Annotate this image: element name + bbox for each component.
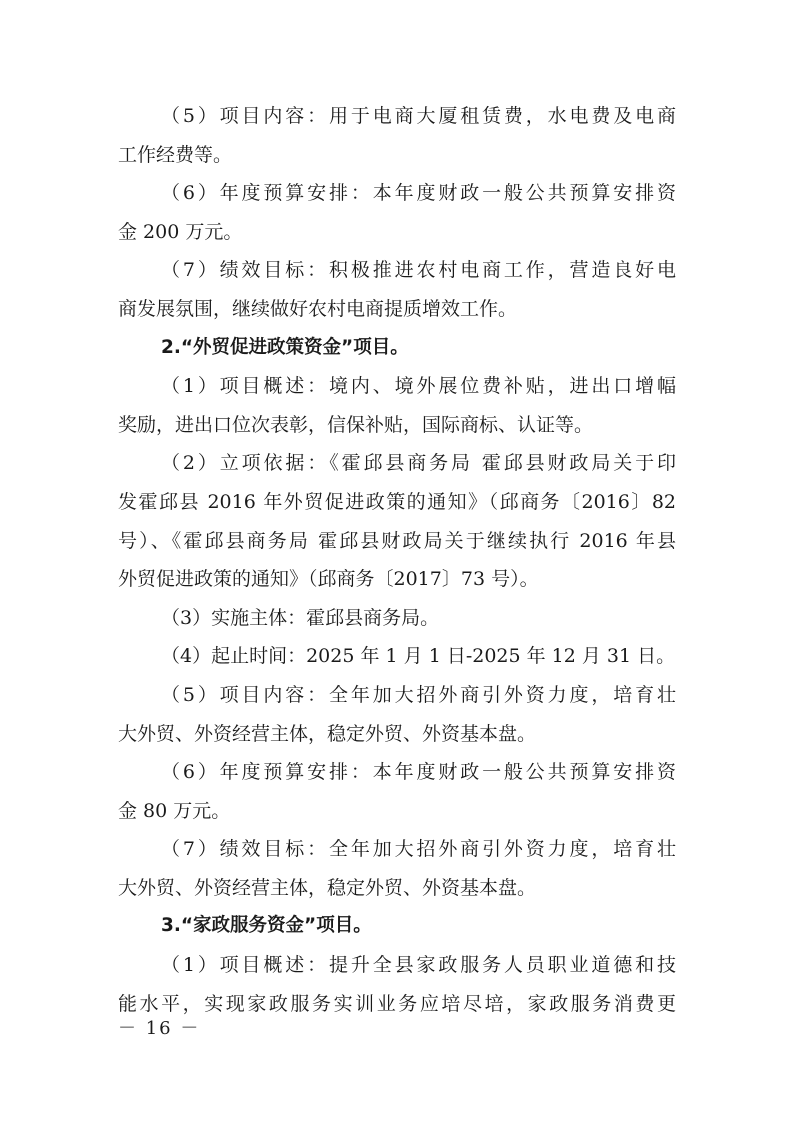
paragraph-line: （5）项目内容：用于电商大厦租赁费，水电费及电商	[161, 105, 676, 127]
section-heading: 2.“外贸促进政策资金”项目。	[161, 336, 409, 358]
paragraph-line: 外贸促进政策的通知》（邱商务〔2017〕73 号）。	[118, 568, 539, 591]
paragraph-line: 奖励，进出口位次表彰，信保补贴，国际商标、认证等。	[118, 413, 594, 436]
paragraph-line: 发霍邱县 2016 年外贸促进政策的通知》（邱商务〔2016〕82	[118, 490, 676, 513]
paragraph-line: 商发展氛围，继续做好农村电商提质增效工作。	[118, 297, 518, 320]
paragraph-line: 号）、《霍邱县商务局 霍邱县财政局关于继续执行 2016 年县	[118, 529, 676, 552]
paragraph-line: （6）年度预算安排：本年度财政一般公共预算安排资	[161, 182, 676, 205]
paragraph-line: （1）项目概述：提升全县家政服务人员职业道德和技	[161, 954, 676, 977]
paragraph-line: （2）立项依据：《霍邱县商务局 霍邱县财政局关于印	[161, 452, 676, 475]
paragraph-line: （1）项目概述：境内、境外展位费补贴，进出口增幅	[161, 375, 676, 398]
page-number: － 16 －	[118, 1018, 201, 1039]
paragraph-line: 工作经费等。	[118, 143, 233, 166]
body-text	[118, 97, 676, 1023]
paragraph-line: 金 200 万元。	[118, 220, 243, 243]
paragraph-line: （6）年度预算安排：本年度财政一般公共预算安排资	[161, 761, 676, 784]
paragraph-line: （3）实施主体：霍邱县商务局。	[161, 606, 440, 629]
paragraph-line: （7）绩效目标：全年加大招外商引外资力度，培育壮	[161, 838, 676, 861]
paragraph-line: 金 80 万元。	[118, 799, 231, 822]
paragraph-line: （5）项目内容：全年加大招外商引外资力度，培育壮	[161, 683, 676, 706]
paragraph-line: 能水平，实现家政服务实训业务应培尽培，家政服务消费更	[118, 992, 676, 1015]
paragraph-line: （4）起止时间：2025 年 1 月 1 日-2025 年 12 月 31 日。	[161, 645, 676, 668]
paragraph-line: 大外贸、外资经营主体，稳定外贸、外资基本盘。	[118, 876, 537, 899]
paragraph-line: （7）绩效目标：积极推进农村电商工作，营造良好电	[161, 259, 676, 282]
section-heading: 3.“家政服务资金”项目。	[161, 915, 372, 937]
paragraph-line: 大外贸、外资经营主体，稳定外贸、外资基本盘。	[118, 722, 537, 745]
